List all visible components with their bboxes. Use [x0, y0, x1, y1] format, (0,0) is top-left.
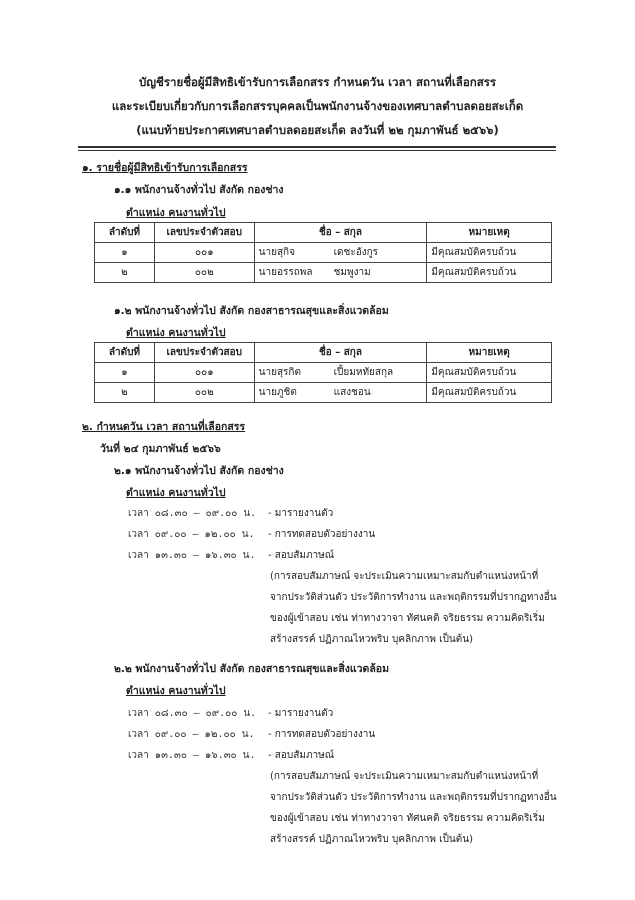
col-note-header: หมายเหตุ — [427, 343, 552, 363]
table-row — [95, 243, 552, 263]
schedule-time: เวลา ๑๓.๓๐ – ๑๖.๓๐ น. — [128, 550, 256, 561]
last-name: เปี้ยมหทัยสกุล — [333, 367, 394, 378]
header-rule-thin — [78, 150, 556, 151]
schedule-time: เวลา ๐๘.๓๐ – ๐๙.๐๐ น. — [128, 508, 257, 519]
first-name: นายอรรถพล — [258, 267, 313, 278]
table-row — [95, 363, 552, 383]
group-1-1-heading: ๑.๑ พนักงานจ้างทั่วไป สังกัด กองช่าง — [114, 184, 284, 196]
row-name — [254, 363, 427, 383]
col-note-header: หมายเหตุ — [427, 223, 552, 243]
col-no-header: ลำดับที่ — [95, 343, 155, 363]
schedule-time: เวลา ๐๙.๐๐ – ๑๒.๐๐ น. — [128, 729, 255, 740]
candidate-table-1 — [94, 222, 552, 283]
col-name-header: ชื่อ – สกุล — [254, 343, 427, 363]
interview-note-line: สร้างสรรค์ ปฏิภาณไหวพริบ บุคลิกภาพ เป็นต้น) — [270, 834, 473, 845]
doc-title-line1: บัญชีรายชื่อผู้มีสิทธิเข้ารับการเลือกสรร กำหนดวัน เวลา สถานที่เลือกสรร — [138, 75, 497, 89]
col-id-header: เลขประจำตัวสอบ — [154, 223, 254, 243]
row-note: มีคุณสมบัติครบถ้วน — [427, 263, 552, 283]
doc-title-line3: (แนบท้ายประกาศเทศบาลตำบลดอยสะเก็ด ลงวันที่ ๒๒ กุมภาพันธ์ ๒๕๖๖) — [136, 123, 499, 137]
group-1-1-position: ตำแหน่ง คนงานทั่วไป — [126, 207, 226, 219]
last-name: แสงชอน — [333, 387, 371, 398]
group-2-1-heading: ๒.๑ พนักงานจ้างทั่วไป สังกัด กองช่าง — [114, 465, 284, 477]
interview-note-line: ของผู้เข้าสอบ เช่น ท่าทางวาจา ทัศนคติ จริยธรรม ความคิดริเริ่ม — [270, 613, 545, 624]
first-name: นายสุกิจ — [258, 247, 295, 258]
section2-title: ๒. กำหนดวัน เวลา สถานที่เลือกสรร — [82, 421, 246, 433]
schedule-activity: - สอบสัมภาษณ์ — [268, 550, 335, 561]
interview-note-line: จากประวัติส่วนตัว ประวัติการทำงาน และพฤติกรรมที่ปรากฏทางอื่น — [270, 792, 557, 803]
header-rule-thick — [78, 146, 556, 148]
group-1-2-position: ตำแหน่ง คนงานทั่วไป — [126, 327, 226, 339]
table-row — [95, 263, 552, 283]
col-name-header: ชื่อ – สกุล — [254, 223, 427, 243]
schedule-activity: - สอบสัมภาษณ์ — [268, 750, 335, 761]
last-name: ชมพูงาม — [333, 267, 371, 278]
schedule-time: เวลา ๑๓.๓๐ – ๑๖.๓๐ น. — [128, 750, 256, 761]
row-note: มีคุณสมบัติครบถ้วน — [427, 383, 552, 403]
interview-note-line: (การสอบสัมภาษณ์ จะประเมินความเหมาะสมกับตำแหน่งหน้าที่ — [270, 571, 539, 582]
schedule-activity: - มารายงานตัว — [268, 508, 334, 519]
schedule-activity: - มารายงานตัว — [268, 708, 334, 719]
row-name — [254, 383, 427, 403]
row-no: ๑ — [95, 363, 155, 383]
row-name — [254, 263, 427, 283]
candidate-table-2 — [94, 342, 552, 403]
row-id: ๐๐๒ — [154, 263, 254, 283]
row-note: มีคุณสมบัติครบถ้วน — [427, 363, 552, 383]
group-2-2-heading: ๒.๒ พนักงานจ้างทั่วไป สังกัด กองสาธารณสุขและสิ่งแวดล้อม — [114, 663, 389, 675]
last-name: เดชะอังกูร — [333, 247, 379, 258]
section1-title: ๑. รายชื่อผู้มีสิทธิเข้ารับการเลือกสรร — [82, 162, 248, 174]
schedule-time: เวลา ๐๙.๐๐ – ๑๒.๐๐ น. — [128, 529, 255, 540]
doc-title-line2: และระเบียบเกี่ยวกับการเลือกสรรบุคคลเป็นพนักงานจ้างของเทศบาลตำบลดอยสะเก็ด — [111, 99, 524, 113]
row-no: ๑ — [95, 243, 155, 263]
row-id: ๐๐๑ — [154, 363, 254, 383]
interview-note-line: จากประวัติส่วนตัว ประวัติการทำงาน และพฤติกรรมที่ปรากฏทางอื่น — [270, 592, 557, 603]
row-name — [254, 243, 427, 263]
interview-note-line: ของผู้เข้าสอบ เช่น ท่าทางวาจา ทัศนคติ จริยธรรม ความคิดริเริ่ม — [270, 813, 545, 824]
row-id: ๐๐๒ — [154, 383, 254, 403]
interview-note-line: สร้างสรรค์ ปฏิภาณไหวพริบ บุคลิกภาพ เป็นต้น) — [270, 634, 473, 645]
row-no: ๒ — [95, 383, 155, 403]
row-no: ๒ — [95, 263, 155, 283]
table-header-row — [95, 223, 552, 243]
first-name: นายสุรกิต — [258, 367, 301, 378]
schedule-activity: - การทดสอบตัวอย่างงาน — [268, 529, 376, 540]
first-name: นายภูชิต — [258, 387, 297, 398]
exam-date: วันที่ ๒๔ กุมภาพันธ์ ๒๕๖๖ — [100, 443, 221, 455]
col-no-header: ลำดับที่ — [95, 223, 155, 243]
group-2-1-position: ตำแหน่ง คนงานทั่วไป — [126, 487, 226, 499]
schedule-activity: - การทดสอบตัวอย่างงาน — [268, 729, 376, 740]
row-id: ๐๐๑ — [154, 243, 254, 263]
group-1-2-heading: ๑.๒ พนักงานจ้างทั่วไป สังกัด กองสาธารณสุขและสิ่งแวดล้อม — [114, 305, 389, 317]
row-note: มีคุณสมบัติครบถ้วน — [427, 243, 552, 263]
table-header-row — [95, 343, 552, 363]
interview-note-line: (การสอบสัมภาษณ์ จะประเมินความเหมาะสมกับตำแหน่งหน้าที่ — [270, 771, 539, 782]
group-2-2-position: ตำแหน่ง คนงานทั่วไป — [126, 685, 226, 697]
table-row — [95, 383, 552, 403]
col-id-header: เลขประจำตัวสอบ — [154, 343, 254, 363]
schedule-time: เวลา ๐๘.๓๐ – ๐๙.๐๐ น. — [128, 708, 257, 719]
